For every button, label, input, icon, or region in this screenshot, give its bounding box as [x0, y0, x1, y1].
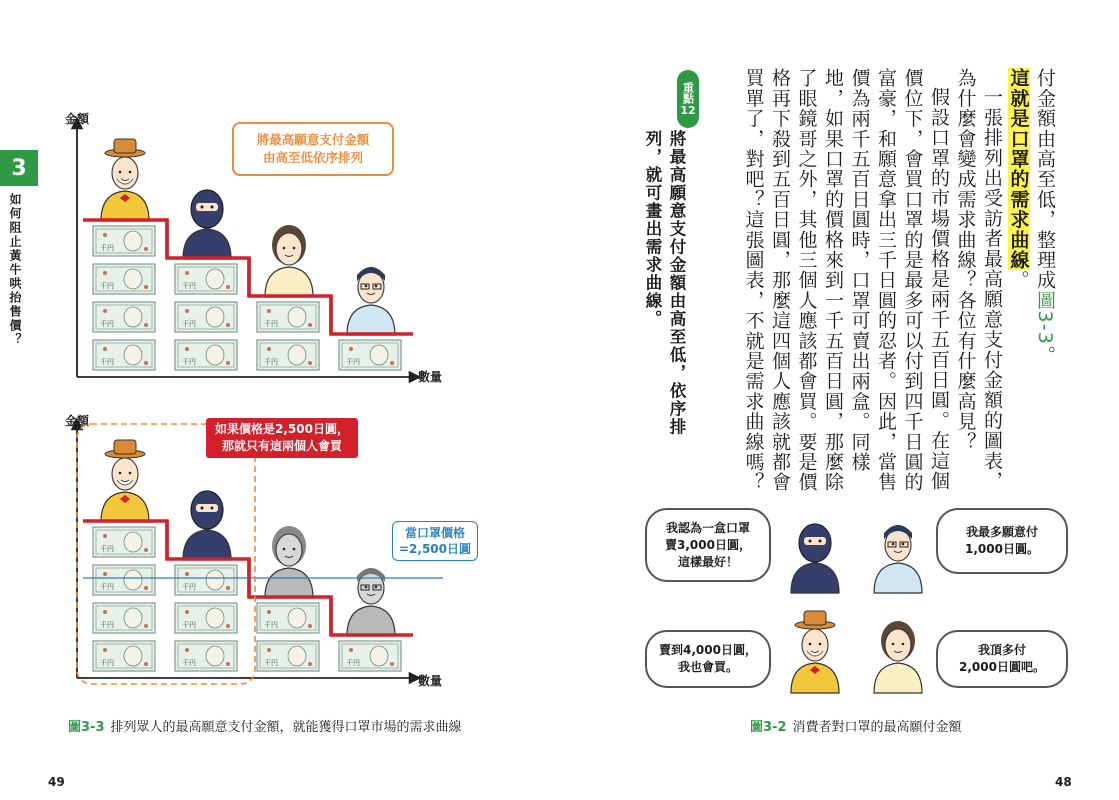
bubble-line: 賣到4,000日圓，	[659, 643, 757, 657]
svg-text:千円: 千円	[182, 659, 196, 667]
body-col1	[1032, 68, 1059, 498]
person-ninja	[791, 524, 839, 593]
person-ninja	[183, 491, 231, 560]
svg-text:千円: 千円	[100, 320, 114, 328]
svg-text:千円: 千円	[100, 358, 114, 366]
figure-reference: 圖3-3	[1034, 290, 1056, 346]
callout-line-2: 那就只有這兩個人會買	[221, 439, 342, 453]
callout-line-1: 如果價格是2,500日圓，	[215, 422, 349, 436]
x-axis-label: 數量	[418, 370, 443, 384]
y-axis-label: 金額	[65, 112, 90, 126]
body-para3: 假設口罩的市場價格是兩千五百日圓。在這個價位下，會買口罩的是最多可以付到四千日圓的富豪，和願意拿出三千日圓的忍者。因此，當售價為兩千五百日圓時，口罩可賣出兩盒。同樣地，如果口罩的價格來到一千五百日圓，那麼除了眼鏡哥之外，其他三個人應該都會買。要是價格再下殺到五百日圓，那麼這四個人應該就都會買單了，對吧？這張圖表，不就是需求曲線嗎？	[742, 68, 950, 493]
svg-text:千円: 千円	[264, 659, 278, 667]
bubble-line: 我最多願意付	[965, 525, 1038, 539]
bubble-line: 1,000日圓。	[965, 542, 1039, 556]
figure-number: 圖3-2	[750, 720, 787, 735]
page-number-right: 48	[1055, 775, 1072, 789]
chapter-number: 3	[11, 155, 27, 181]
banknote-stack	[175, 603, 237, 633]
bubble-line: 這樣最好！	[677, 554, 738, 569]
key-point-text: 將最高願意支付金額由高至低，依序排列，就可畫出需求曲線。	[643, 130, 686, 436]
callout-line-1: 將最高願意支付金額	[256, 132, 370, 147]
body-text-run: 。	[1007, 270, 1030, 291]
svg-text:千円: 千円	[182, 358, 196, 366]
banknote-stack	[339, 641, 401, 671]
key-point-number: 12	[680, 103, 696, 117]
banknote-stack	[257, 340, 319, 370]
svg-text:千円: 千円	[346, 358, 360, 366]
banknote-stack	[257, 641, 319, 671]
page-number-left: 49	[48, 775, 65, 789]
body-text-run: 付金額由高至低，整理成	[1034, 68, 1056, 291]
consumer-illustrations	[770, 505, 940, 700]
person-glasses-man	[874, 525, 922, 593]
banknote-stack	[257, 302, 319, 332]
speech-bubble-glasses	[936, 508, 1068, 574]
figure-caption-3-2	[750, 716, 962, 735]
svg-text:千円: 千円	[264, 621, 278, 629]
svg-text:千円: 千円	[100, 583, 114, 591]
callout-two-buyers	[206, 418, 358, 458]
bubble-line: 我頂多付	[977, 643, 1026, 657]
banknote-stack	[175, 302, 237, 332]
person-woman	[265, 225, 313, 297]
svg-text:千円: 千円	[182, 320, 196, 328]
bubble-line: 我也會買。	[677, 660, 738, 674]
caption-text: 排列眾人的最高願意支付金額，就能獲得口罩市場的需求曲線	[110, 720, 462, 735]
body-text-run: 。	[1034, 345, 1056, 366]
chapter-number-tab	[0, 150, 38, 186]
chapter-title: 如何阻止黃牛哄抬售價？	[8, 193, 22, 347]
banknote-stack	[93, 226, 155, 256]
price-label-line-2: =2,500日圓	[398, 542, 471, 556]
person-glasses-man	[347, 267, 395, 335]
banknote-stack	[93, 565, 155, 595]
person-woman	[265, 526, 313, 598]
svg-text:千円: 千円	[182, 282, 196, 290]
svg-text:千円: 千円	[100, 244, 114, 252]
svg-text:千円: 千円	[182, 621, 196, 629]
speech-bubble-ninja	[645, 508, 771, 582]
banknote-stack	[93, 340, 155, 370]
svg-text:千円: 千円	[182, 583, 196, 591]
person-rich-man	[101, 139, 149, 221]
banknote-stack	[93, 264, 155, 294]
key-point-badge-label: 重點	[681, 81, 695, 104]
bubble-line: 我認為一盒口罩	[665, 520, 750, 535]
banknote-stack	[93, 302, 155, 332]
figure-caption-3-3	[68, 716, 462, 735]
y-axis-label: 金額	[65, 414, 90, 428]
banknote-stack	[93, 603, 155, 633]
callout-line-2: 由高至低依序排列	[262, 150, 363, 165]
banknote-stack	[175, 641, 237, 671]
svg-text:千円: 千円	[264, 358, 278, 366]
banknote-stack	[175, 565, 237, 595]
banknote-stack	[339, 340, 401, 370]
person-ninja	[183, 190, 231, 259]
svg-text:千円: 千円	[100, 621, 114, 629]
x-axis-label: 數量	[418, 674, 443, 688]
svg-text:千円: 千円	[100, 545, 114, 553]
body-col2	[1005, 68, 1032, 498]
svg-text:千円: 千円	[264, 320, 278, 328]
svg-text:千円: 千円	[100, 659, 114, 667]
caption-text: 消費者對口罩的最高願付金額	[792, 720, 962, 735]
banknote-stack	[257, 603, 319, 633]
person-rich-man	[791, 611, 839, 693]
body-para2: 一張排列出受訪者最高願意支付金額的圖表，為什麼會變成需求曲線？各位有什麼高見？	[954, 68, 1003, 491]
key-point-badge	[677, 70, 699, 128]
bubble-line: 2,000日圓吧。	[959, 660, 1045, 674]
banknote-stack	[93, 527, 155, 557]
svg-text:千円: 千円	[346, 659, 360, 667]
price-label-line-1: 當口罩價格	[404, 526, 465, 540]
figure-number: 圖3-3	[68, 720, 105, 735]
speech-bubble-woman	[936, 630, 1068, 688]
person-rich-man	[101, 440, 149, 522]
svg-text:千円: 千円	[100, 282, 114, 290]
banknote-stack	[93, 641, 155, 671]
price-line-label	[392, 521, 478, 561]
banknote-stack	[175, 264, 237, 294]
banknote-stack	[175, 340, 237, 370]
callout-sort-order	[232, 122, 394, 176]
speech-bubble-rich-man	[645, 630, 771, 688]
bubble-line: 賣3,000日圓，	[665, 537, 751, 552]
person-woman	[874, 621, 922, 693]
highlighted-sentence: 這就是口罩的需求曲線	[1007, 68, 1030, 270]
body-text	[740, 68, 1058, 498]
